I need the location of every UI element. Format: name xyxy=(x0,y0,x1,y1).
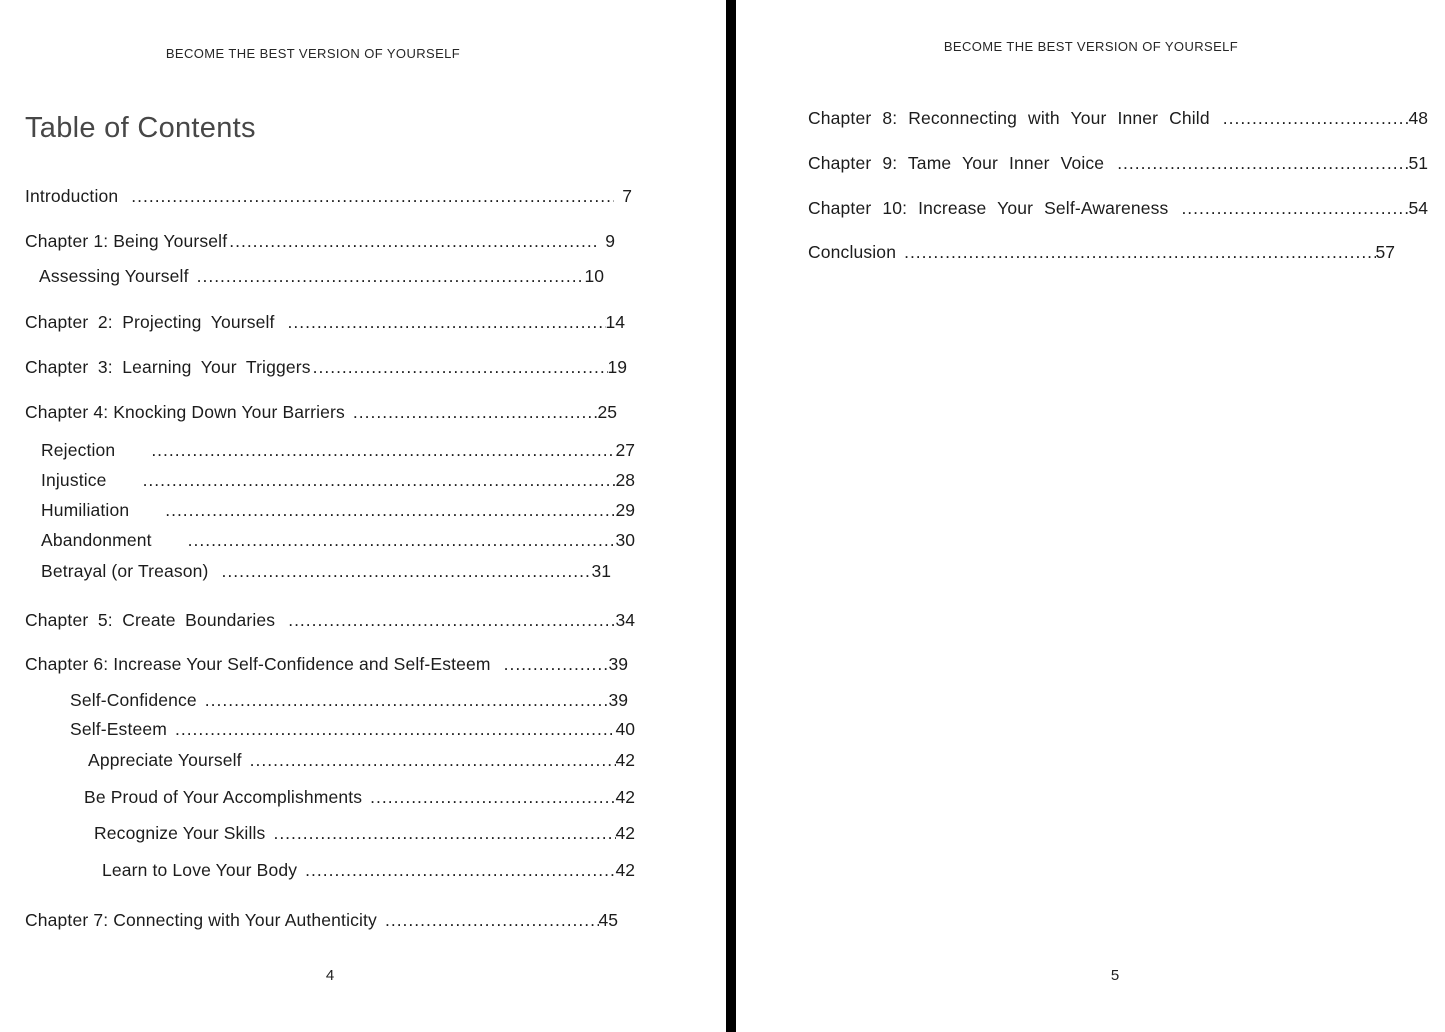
toc-entry-assessing-yourself[interactable] xyxy=(39,264,604,289)
toc-entry-page: 39 xyxy=(608,654,628,674)
dot-leader xyxy=(313,355,608,380)
toc-entry-chapter-7[interactable] xyxy=(25,908,618,933)
dot-leader xyxy=(305,858,615,883)
toc-entry-page: 27 xyxy=(615,440,635,460)
running-header: BECOME THE BEST VERSION OF YOURSELF xyxy=(943,39,1239,54)
dot-leader xyxy=(370,785,615,810)
toc-entry-chapter-9[interactable] xyxy=(808,151,1428,176)
toc-entry-self-esteem[interactable] xyxy=(70,717,635,742)
toc-entry-label: Appreciate Yourself xyxy=(88,750,242,770)
toc-entry-label: Abandonment xyxy=(41,530,152,550)
toc-entry-chapter-8[interactable] xyxy=(808,106,1428,131)
toc-entry-label: Chapter 8: Reconnecting with Your Inner Child xyxy=(808,108,1210,128)
dot-leader xyxy=(222,559,592,584)
dot-leader xyxy=(151,438,615,463)
toc-entry-betrayal[interactable] xyxy=(41,559,611,584)
toc-entry-page: 34 xyxy=(615,610,635,630)
toc-entry-recognize-skills[interactable] xyxy=(94,821,635,846)
dot-leader xyxy=(131,184,614,209)
toc-entry-page: 30 xyxy=(615,530,635,550)
toc-entry-humiliation[interactable] xyxy=(41,498,635,523)
dot-leader xyxy=(229,229,597,254)
toc-entry-chapter-6[interactable] xyxy=(25,652,628,677)
dot-leader xyxy=(353,400,598,425)
toc-entry-page: 39 xyxy=(608,690,628,710)
dot-leader xyxy=(188,528,616,553)
toc-entry-label: Chapter 4: Knocking Down Your Barriers xyxy=(25,402,345,422)
toc-entry-chapter-2[interactable] xyxy=(25,310,625,335)
toc-entry-label: Chapter 6: Increase Your Self-Confidence and Self-Esteem xyxy=(25,654,491,674)
toc-entry-abandonment[interactable] xyxy=(41,528,635,553)
toc-entry-self-confidence[interactable] xyxy=(70,688,628,713)
dot-leader xyxy=(205,688,609,713)
toc-entry-conclusion[interactable] xyxy=(808,240,1395,265)
dot-leader xyxy=(175,717,616,742)
toc-entry-page: 40 xyxy=(615,719,635,739)
toc-entry-label: Chapter 7: Connecting with Your Authenticity xyxy=(25,910,377,930)
toc-entry-label: Chapter 3: Learning Your Triggers xyxy=(25,357,311,377)
dot-leader xyxy=(165,498,615,523)
toc-entry-page: 7 xyxy=(622,186,632,206)
dot-leader xyxy=(1117,151,1408,176)
toc-entry-label: Chapter 9: Tame Your Inner Voice xyxy=(808,153,1105,173)
dot-leader xyxy=(1181,196,1408,221)
toc-entry-page: 42 xyxy=(615,787,635,807)
toc-entry-injustice[interactable] xyxy=(41,468,635,493)
toc-entry-label: Chapter 1: Being Yourself xyxy=(25,231,228,251)
dot-leader xyxy=(143,468,616,493)
toc-entry-label: Be Proud of Your Accomplishments xyxy=(84,787,363,807)
dot-leader xyxy=(273,821,615,846)
toc-entry-love-your-body[interactable] xyxy=(102,858,635,883)
toc-entry-page: 57 xyxy=(1375,242,1395,262)
page-number-left: 4 xyxy=(325,967,335,984)
page-number-right: 5 xyxy=(1110,967,1120,984)
page-gutter-divider xyxy=(726,0,736,1032)
toc-entry-page: 48 xyxy=(1408,108,1428,128)
toc-entry-label: Self-Esteem xyxy=(70,719,167,739)
toc-entry-label: Assessing Yourself xyxy=(39,266,189,286)
toc-entry-introduction[interactable] xyxy=(25,184,632,209)
toc-entry-page: 42 xyxy=(615,823,635,843)
toc-entry-be-proud[interactable] xyxy=(84,785,635,810)
dot-leader xyxy=(250,748,616,773)
toc-entry-label: Humiliation xyxy=(41,500,130,520)
toc-title: Table of Contents xyxy=(25,112,256,144)
toc-entry-chapter-3[interactable] xyxy=(25,355,627,380)
toc-entry-label: Betrayal (or Treason) xyxy=(41,561,209,581)
right-page xyxy=(736,0,1445,1032)
toc-entry-appreciate-yourself[interactable] xyxy=(88,748,635,773)
dot-leader xyxy=(288,608,615,633)
toc-entry-page: 42 xyxy=(615,860,635,880)
toc-entry-label: Self-Confidence xyxy=(70,690,197,710)
toc-entry-page: 42 xyxy=(615,750,635,770)
toc-entry-page: 14 xyxy=(605,312,625,332)
toc-entry-page: 9 xyxy=(605,231,615,251)
toc-entry-page: 19 xyxy=(607,357,627,377)
toc-entry-page: 31 xyxy=(591,561,611,581)
toc-entry-page: 28 xyxy=(615,470,635,490)
toc-entry-chapter-4[interactable] xyxy=(25,400,617,425)
toc-entry-label: Conclusion xyxy=(808,242,897,262)
running-header: BECOME THE BEST VERSION OF YOURSELF xyxy=(165,46,461,61)
dot-leader xyxy=(197,264,585,289)
toc-entry-page: 25 xyxy=(597,402,617,422)
toc-entry-page: 10 xyxy=(584,266,604,286)
toc-entry-label: Injustice xyxy=(41,470,107,490)
toc-entry-page: 54 xyxy=(1408,198,1428,218)
dot-leader xyxy=(288,310,606,335)
toc-entry-label: Introduction xyxy=(25,186,119,206)
dot-leader xyxy=(504,652,609,677)
toc-entry-page: 29 xyxy=(615,500,635,520)
dot-leader xyxy=(904,240,1375,265)
dot-leader xyxy=(1223,106,1409,131)
toc-entry-label: Chapter 5: Create Boundaries xyxy=(25,610,276,630)
toc-entry-label: Chapter 2: Projecting Yourself xyxy=(25,312,275,332)
toc-entry-page: 51 xyxy=(1408,153,1428,173)
toc-entry-rejection[interactable] xyxy=(41,438,635,463)
dot-leader xyxy=(385,908,599,933)
toc-entry-label: Learn to Love Your Body xyxy=(102,860,298,880)
toc-entry-chapter-1[interactable] xyxy=(25,229,615,254)
toc-entry-chapter-5[interactable] xyxy=(25,608,635,633)
toc-entry-label: Chapter 10: Increase Your Self-Awareness xyxy=(808,198,1169,218)
toc-entry-label: Recognize Your Skills xyxy=(94,823,266,843)
toc-entry-page: 45 xyxy=(598,910,618,930)
toc-entry-chapter-10[interactable] xyxy=(808,196,1428,221)
toc-entry-label: Rejection xyxy=(41,440,116,460)
